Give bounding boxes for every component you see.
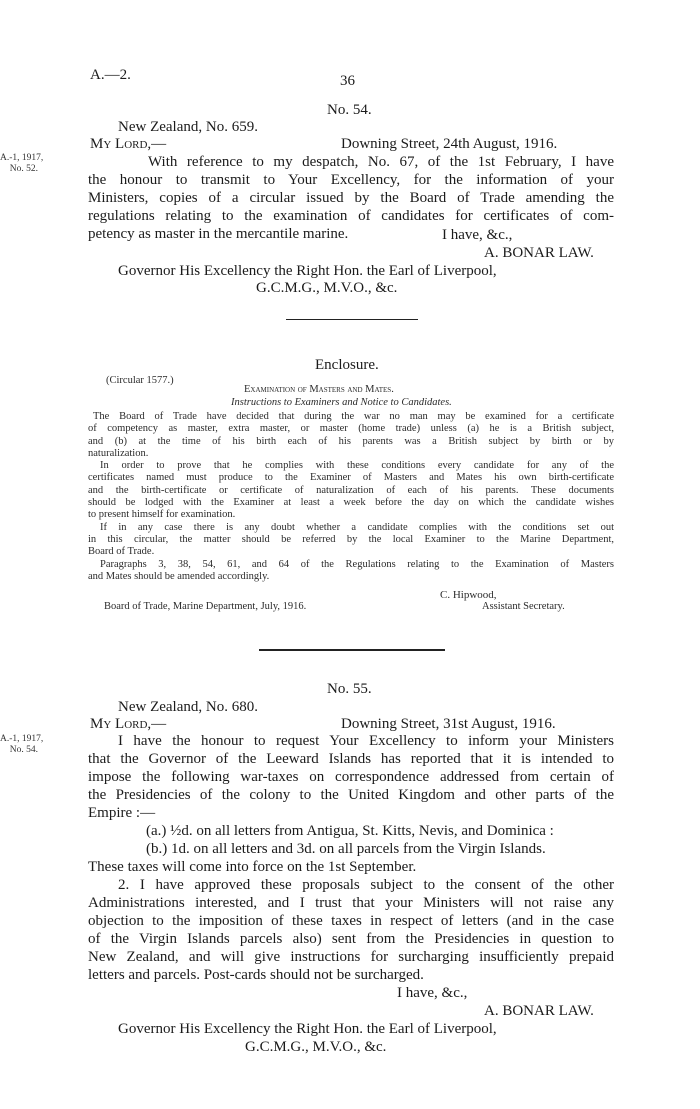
addressee: Governor His Excellency the Right Hon. the Earl of Liverpool, — [118, 263, 497, 279]
despatch-body — [88, 153, 614, 243]
divider — [259, 649, 445, 651]
circular-subtitle: Instructions to Examiners and Notice to Candidates. — [231, 397, 452, 408]
enclosure-heading: Enclosure. — [315, 357, 379, 373]
body-line: Administrations interested, and I trust that your Ministers will not raise any — [88, 895, 614, 911]
enclosure-body — [88, 411, 614, 583]
paragraph: If in any case there is any doubt whether a candidate complies with the conditions set out in this circular, the matter should be referred by the local Examiner to the Marine Department, Board of Trade. — [88, 521, 614, 558]
tax-item: (b.) 1d. on all letters and 3d. on all parcels from the Virgin Islands. — [146, 841, 546, 857]
nz-reference: New Zealand, No. 659. — [118, 119, 258, 135]
signature: A. BONAR LAW. — [484, 1003, 594, 1019]
place-date: Downing Street, 24th August, 1916. — [341, 136, 558, 152]
signatory-title: Assistant Secretary. — [482, 601, 565, 612]
body-line: the honour to transmit to Your Excellency, for the information of your — [88, 172, 614, 188]
body-line: Empire :— — [88, 805, 156, 821]
body-line: I have the honour to request Your Excellency to inform your Ministers — [118, 733, 614, 749]
closing: I have, &c., — [397, 985, 468, 1001]
paragraph: Paragraphs 3, 38, 54, 61, and 64 of the Regulations relating to the Examination of Masters and Mates should be amended accordingly. — [88, 558, 614, 582]
salutation: My Lord,— — [90, 716, 167, 732]
document-reference: A.—2. — [90, 67, 131, 83]
despatch-number: No. 54. — [327, 102, 372, 118]
body-line: regulations relating to the examination of candidates for certificates of com- — [88, 208, 614, 224]
tax-item: (a.) ½d. on all letters from Antigua, St. Kitts, Nevis, and Dominica : — [146, 823, 554, 839]
body-line: With reference to my despatch, No. 67, of the 1st February, I have — [148, 154, 614, 170]
body-line: impose the following war-taxes on correspondence addressed from certain of — [88, 769, 614, 785]
divider — [286, 319, 418, 320]
place-date: Downing Street, 31st August, 1916. — [341, 716, 556, 732]
body-line: the Presidencies of the colony to the United Kingdom and other parts of the — [88, 787, 614, 803]
signatory-name: C. Hipwood, — [440, 589, 497, 601]
margin-reference: A.-1, 1917, No. 52. — [0, 153, 44, 174]
circular-title: Examination of Masters and Mates. — [244, 384, 394, 395]
paragraph: The Board of Trade have decided that during the war no man may be examined for a certificate of competency as master, extra master, or master (home trade) unless (a) he is a British subject, and (b) at the time of his birth each of his parents was a British subject by birth or by naturalization. — [88, 411, 614, 459]
circular-footer-place-date: Board of Trade, Marine Department, July, 1916. — [104, 601, 307, 612]
body-line: New Zealand, and will give instructions for surcharging insufficiently prepaid — [88, 949, 614, 965]
page-number: 36 — [340, 73, 355, 89]
closing: I have, &c., — [442, 227, 513, 243]
despatch-number: No. 55. — [327, 681, 372, 697]
despatch-body — [88, 732, 614, 984]
addressee-honours: G.C.M.G., M.V.O., &c. — [256, 280, 398, 296]
body-line: objection to the imposition of these taxes in respect of letters (and in the case — [88, 913, 614, 929]
body-line: 2. I have approved these proposals subject to the consent of the other — [118, 877, 614, 893]
body-line: of the Virgin Islands parcels also) sent from the Presidencies in question to — [88, 931, 614, 947]
body-line: petency as master in the mercantile marine. — [88, 226, 349, 242]
margin-reference: A.-1, 1917, No. 54. — [0, 734, 44, 755]
circular-number: (Circular 1577.) — [106, 375, 174, 386]
body-line: that the Governor of the Leeward Islands has reported that it is intended to — [88, 751, 614, 767]
body-line: These taxes will come into force on the 1st September. — [88, 859, 417, 875]
addressee-honours: G.C.M.G., M.V.O., &c. — [245, 1039, 387, 1055]
nz-reference: New Zealand, No. 680. — [118, 699, 258, 715]
addressee: Governor His Excellency the Right Hon. the Earl of Liverpool, — [118, 1021, 497, 1037]
paragraph: In order to prove that he complies with these conditions every candidate for any of the certificates named must produce to the Examiner of Masters and Mates his own birth-certificate and the birth-certificate or certificate of naturalization of each of his parents. These documents should be lodged with the Examiner at least a week before the day on which the candidate wishes to present himself for examination. — [88, 460, 614, 521]
signature: A. BONAR LAW. — [484, 245, 594, 261]
body-line: letters and parcels. Post-cards should not be surcharged. — [88, 967, 424, 983]
body-line: Ministers, copies of a circular issued by the Board of Trade amending the — [88, 190, 614, 206]
salutation: My Lord,— — [90, 136, 167, 152]
